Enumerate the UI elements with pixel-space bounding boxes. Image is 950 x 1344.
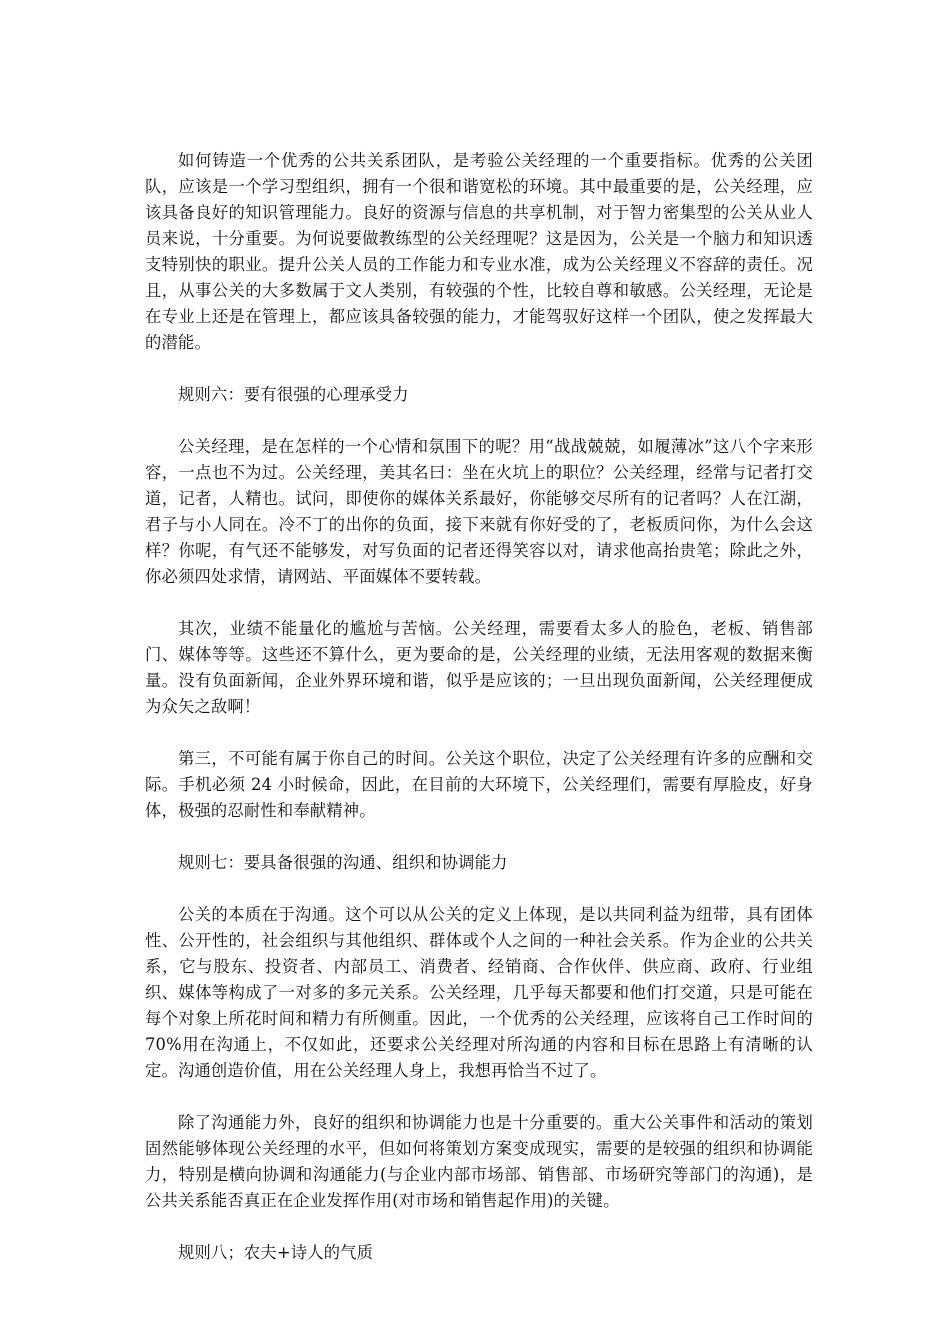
- heading-rule-six: 规则六：要有很强的心理承受力: [178, 385, 409, 404]
- paragraph-team-building: 如何铸造一个优秀的公共关系团队，是考验公关经理的一个重要指标。优秀的公关团队，应该是一个学习型组织，拥有一个很和谐宽松的环境。其中最重要的是，公关经理，应该具备良好的知识管理能力。良好的资源与信息的共享机制，对于智力密集型的公关从业人员来说，十分重要。为何说要做教练型的公关经理呢？这是因为，公关是一个脑力和知识透支特别快的职业。提升公关人员的工作能力和专业水准，成为公关经理义不容辞的责任。况且，从事公关的大多数属于文人类别，有较强的个性，比较自尊和敏感。公关经理，无论是在专业上还是在管理上，都应该具备较强的能力，才能驾驭好这样一个团队，使之发挥最大的潜能。: [145, 151, 813, 352]
- paragraph-psychological-pressure: 公关经理，是在怎样的一个心情和氛围下的呢？用“战战兢兢，如履薄冰”这八个字来形容，一点也不为过。公关经理，美其名曰：坐在火坑上的职位？公关经理，经常与记者打交道，记者，人精也。试问，即使你的媒体关系最好，你能够交尽所有的记者吗？人在江湖，君子与小人同在。冷不丁的出你的负面，接下来就有你好受的了，老板质问你，为什么会这样？你呢，有气还不能够发，对写负面的记者还得笑容以对，请求他高抬贵笔；除此之外，你必须四处求情，请网站、平面媒体不要转载。: [145, 437, 813, 586]
- heading-rule-eight: 规则八；农夫+诗人的气质: [178, 1243, 374, 1262]
- document-body: [145, 148, 813, 1292]
- paragraph-personal-time: 第三，不可能有属于你自己的时间。公关这个职位，决定了公关经理有许多的应酬和交际。手机必须 24 小时候命，因此，在目前的大环境下，公关经理们，需要有厚脸皮，好身体，极强的忍耐性和奉献精神。: [145, 749, 813, 820]
- paragraph-communication: 公关的本质在于沟通。这个可以从公关的定义上体现，是以共同利益为纽带，具有团体性、公开性的，社会组织与其他组织、群体或个人之间的一种社会关系。作为企业的公共关系，它与股东、投资者、内部员工、消费者、经销商、合作伙伴、供应商、政府、行业组织、媒体等构成了一对多的多元关系。公关经理，几乎每天都要和他们打交道，只是可能在每个对象上所花时间和精力有所侧重。因此，一个优秀的公关经理，应该将自己工作时间的 70%用在沟通上，不仅如此，还要求公关经理对所沟通的内容和目标在思路上有清晰的认定。沟通创造价值，用在公关经理人身上，我想再恰当不过了。: [145, 905, 813, 1080]
- paragraph-organization-coordination: 除了沟通能力外，良好的组织和协调能力也是十分重要的。重大公关事件和活动的策划固然能够体现公关经理的水平，但如何将策划方案变成现实，需要的是较强的组织和协调能力，特别是横向协调和沟通能力(与企业内部市场部、销售部、市场研究等部门的沟通)，是公共关系能否真正在企业发挥作用(对市场和销售起作用)的关键。: [145, 1113, 813, 1210]
- paragraph-performance-measurement: 其次，业绩不能量化的尴尬与苦恼。公关经理，需要看太多人的脸色，老板、销售部门、媒体等等。这些还不算什么，更为要命的是，公关经理的业绩，无法用客观的数据来衡量。没有负面新闻，企业外界环境和谐，似乎是应该的；一旦出现负面新闻，公关经理便成为众矢之敌啊！: [145, 619, 813, 716]
- heading-rule-seven: 规则七：要具备很强的沟通、组织和协调能力: [178, 853, 508, 872]
